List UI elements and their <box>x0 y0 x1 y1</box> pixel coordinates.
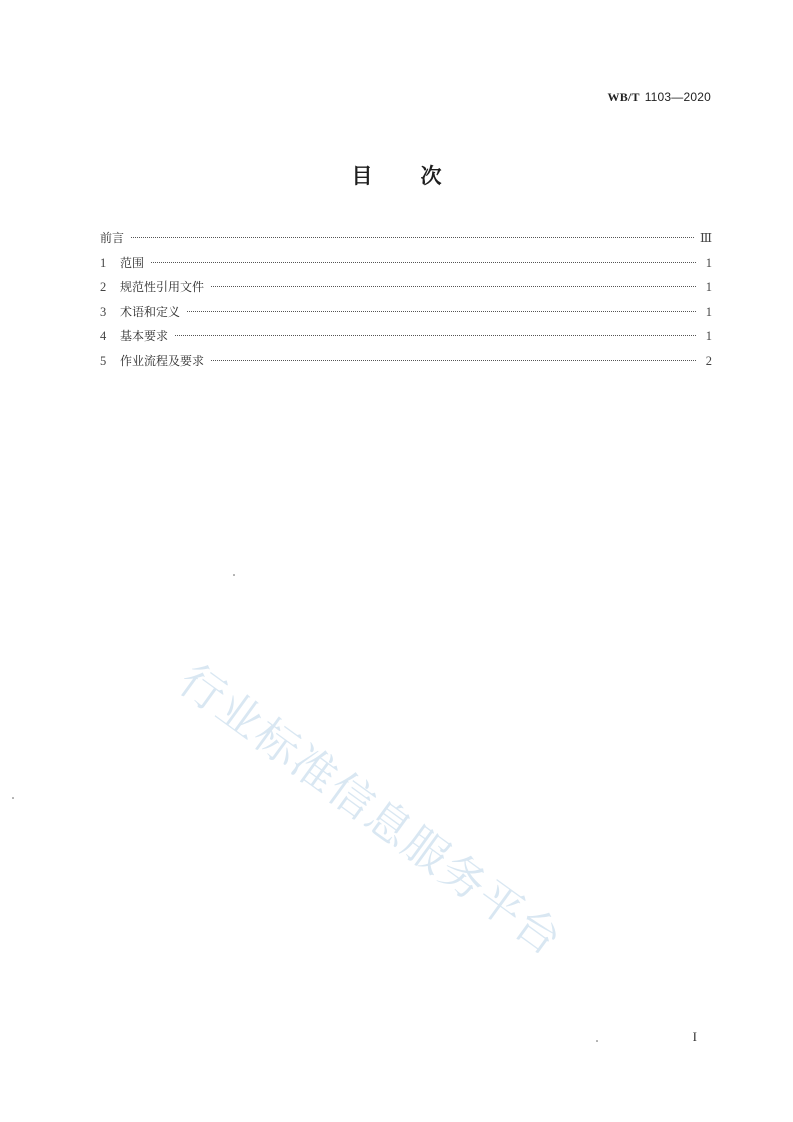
toc-entry-page: Ⅲ <box>699 231 712 245</box>
toc-entry-number: 5 <box>100 353 107 368</box>
scan-speck <box>596 1040 598 1042</box>
toc-entry-basic-requirements[interactable] <box>100 324 712 349</box>
toc-entry-scope[interactable] <box>100 251 712 276</box>
standard-number: 1103—2020 <box>644 90 711 104</box>
scan-speck <box>233 574 235 576</box>
toc-entry-terms-definitions[interactable] <box>100 300 712 325</box>
toc-entry-label: 规范性引用文件 <box>120 280 205 294</box>
toc-entry-page: 1 <box>705 255 712 270</box>
toc-entry-foreword[interactable] <box>100 226 712 251</box>
toc-entry-label: 术语和定义 <box>120 304 181 319</box>
toc-leader-dots <box>211 360 696 361</box>
toc-leader-dots <box>211 286 696 287</box>
toc-title-char: 目 <box>351 164 373 188</box>
toc-entry-number: 3 <box>100 304 107 319</box>
toc-leader-dots <box>131 237 694 238</box>
toc-entry-number: 1 <box>100 255 107 270</box>
standard-code <box>608 90 711 105</box>
toc-entry-label: 前言 <box>100 231 125 245</box>
page-number: I <box>692 1029 697 1044</box>
toc-entry-normative-references[interactable] <box>100 275 712 300</box>
watermark: 行业标准信息服务平台 <box>169 654 572 967</box>
toc-leader-dots <box>175 335 696 336</box>
toc-entry-number: 4 <box>100 329 107 343</box>
standard-prefix: WB/T <box>607 90 640 104</box>
toc-entry-label: 范围 <box>120 255 145 270</box>
toc-entry-page: 2 <box>705 353 712 368</box>
toc-leader-dots <box>151 262 696 263</box>
toc-entry-label: 作业流程及要求 <box>120 353 205 368</box>
toc-title <box>0 160 793 190</box>
scan-speck <box>12 797 14 799</box>
toc-entry-page: 1 <box>705 329 712 343</box>
toc-entry-page: 1 <box>705 304 712 319</box>
toc-entry-number: 2 <box>100 280 107 294</box>
toc-list <box>100 226 712 373</box>
toc-title-char: 次 <box>420 164 442 188</box>
toc-entry-page: 1 <box>705 280 712 294</box>
toc-entry-workflow-requirements[interactable] <box>100 349 712 374</box>
toc-leader-dots <box>187 311 696 312</box>
toc-entry-label: 基本要求 <box>120 329 169 343</box>
